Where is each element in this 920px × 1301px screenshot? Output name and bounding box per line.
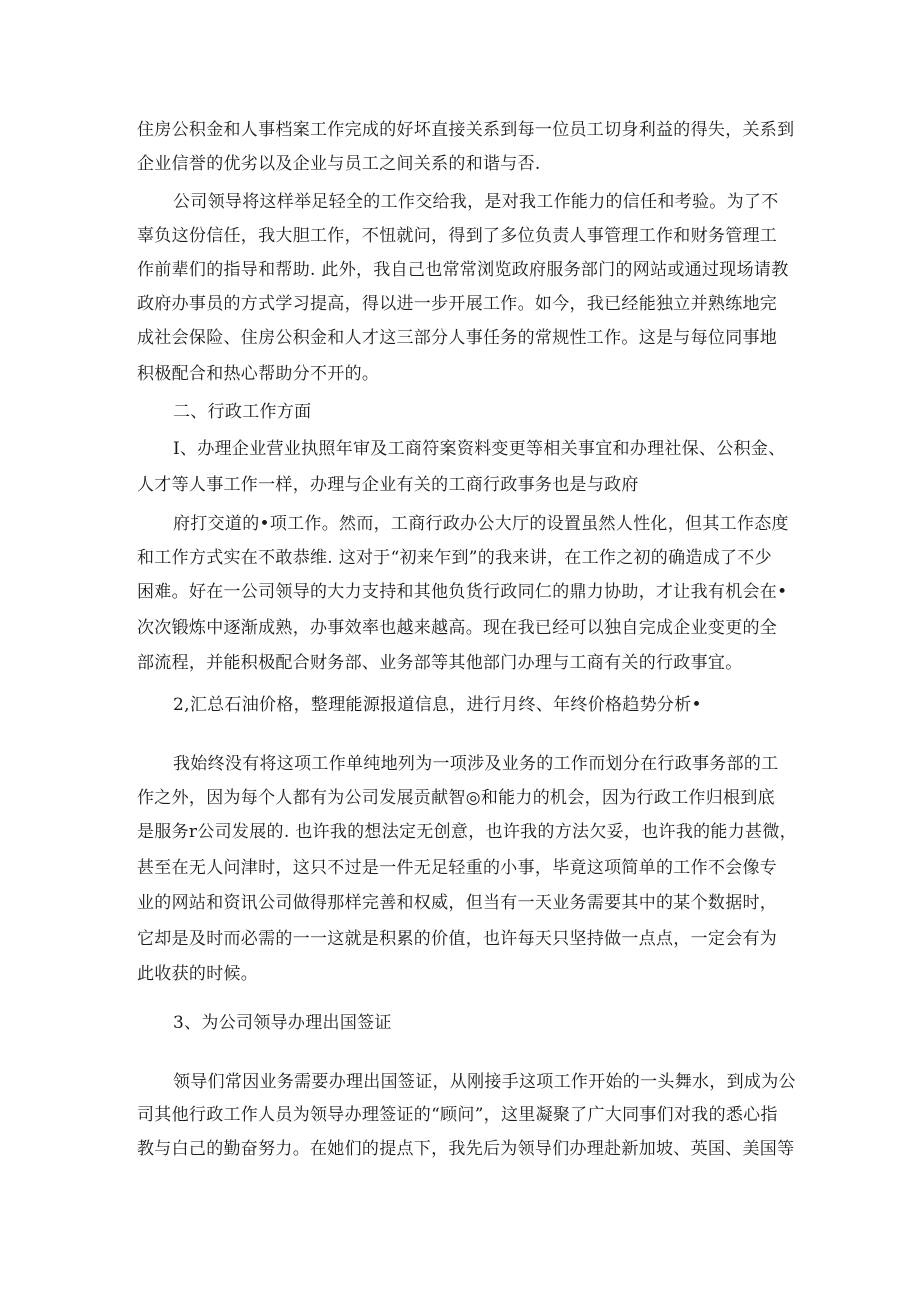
section-heading-admin: 二、行政工作方面 bbox=[173, 402, 312, 422]
text-line-28: 教与白己的勤奋努力。在她们的提点下，我先后为领导们办理赴新加坡、英国、美国等 bbox=[137, 1139, 795, 1159]
text-line-19: 作之外，因为每个人都有为公司发展贡献智◎和能力的机会，因为行政工作归根到底 bbox=[137, 788, 775, 808]
subsection-heading-3: 3、为公司领导办理出国签证 bbox=[173, 1013, 392, 1033]
text-line-4: 辜负这份信任，我大胆工作，不忸就问，得到了多位负责人事管理工作和财务管理工 bbox=[137, 226, 778, 246]
text-line-21: 甚至在无人问津时，这只不过是一件无足轻重的小事，毕竟这项简单的工作不会像专 bbox=[137, 858, 778, 878]
text-line-11: 人才等人事工作一样，办理与企业有关的工商行政事务也是与政府 bbox=[137, 475, 639, 495]
text-line-10: I、办理企业营业执照年审及工商符案资料变更等相关事宜和办理社保、公积金、 bbox=[173, 439, 786, 459]
text-line-3: 公司领导将这样举足轻全的工作交给我，是对我工作能力的信任和考验。为了不 bbox=[173, 192, 779, 212]
text-line-24: 此收获的时候。 bbox=[137, 964, 259, 984]
text-line-12: 府打交道的•项工作。然而，工商行政办公大厅的设置虽然人性化，但其工作态度 bbox=[173, 514, 789, 534]
text-line-13: 和工作方式实在不敢恭维. 这对于“初来乍到”的我来讲，在工作之初的确造成了不少 bbox=[137, 548, 772, 568]
text-line-16: 部流程，并能积极配合财务部、业务部等其他部门办理与工商有关的行政事宜。 bbox=[137, 653, 743, 673]
text-line-26: 领导们常因业务需要办理出国签证，从刚接手这项工作开始的一头舞水，到成为公 bbox=[173, 1072, 796, 1092]
text-line-20: 是服务r公司发展的. 也许我的想法定无创意，也许我的方法欠妥，也许我的能力甚微， bbox=[137, 822, 797, 842]
text-line-14: 困难。好在一公司领导的大力支持和其他负货行政同仁的鼎力协助，才让我有机会在• bbox=[137, 582, 788, 602]
text-line-6: 政府办事员的方式学习提高，得以进一步开展工作。如今，我已经能独立并熟练地完 bbox=[137, 294, 778, 314]
text-line-8: 积极配合和热心帮助分不开的。 bbox=[137, 364, 380, 384]
text-line-23: 它却是及时而必需的一一这就是积累的价值，也许每天只坚持做一点点，一定会有为 bbox=[137, 929, 778, 949]
text-line-5: 作前辈们的指导和帮助. 此外，我自己也常常浏览政府服务部门的网站或通过现场请教 bbox=[137, 260, 789, 280]
text-line-18: 我始终没有将这项工作单纯地列为一项涉及业务的工作而划分在行政事务部的工 bbox=[173, 754, 779, 774]
text-line-27: 司其他行政工作人员为领导办理签证的“顾问”，这里凝聚了广大同事们对我的悉心指 bbox=[137, 1105, 778, 1125]
text-line-1: 住房公积金和人事档案工作完成的好坏直接关系到每一位员工切身利益的得失，关系到 bbox=[137, 120, 795, 140]
text-line-7: 成社会保险、住房公积金和人才这三部分人事任务的常规性工作。这是与每位同事地 bbox=[137, 328, 778, 348]
text-line-15: 次次锻炼中逐渐成熟，办事效率也越来越高。现在我已经可以独自完成企业变更的全 bbox=[137, 618, 778, 638]
text-line-2: 企业信誉的优劣以及企业与员工之间关系的和谐与否. bbox=[137, 154, 541, 174]
text-line-22: 业的网站和资讯公司做得那样完善和权威，但当有一天业务需要其中的某个数据时， bbox=[137, 893, 778, 913]
subsection-heading-2: 2,汇总石油价格，整理能源报道信息，进行月终、年终价格趋势分析• bbox=[173, 695, 702, 715]
